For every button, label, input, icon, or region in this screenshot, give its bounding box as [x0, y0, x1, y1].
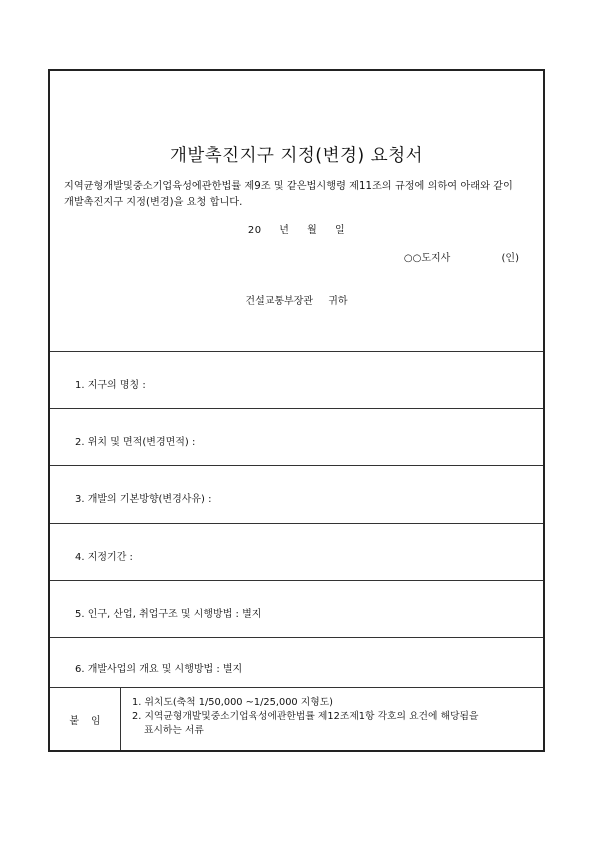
date-month-unit: 월 — [307, 225, 318, 236]
date-year-unit: 년 — [279, 225, 290, 236]
field-row-population — [50, 580, 543, 637]
recipient-line — [50, 292, 543, 307]
date-line — [50, 221, 543, 236]
signer-name: ○○도지사 — [403, 253, 451, 264]
field-row-direction — [50, 465, 543, 523]
field-label-name: 1. 지구의 명칭 : — [75, 380, 146, 391]
field-row-period — [50, 523, 543, 580]
attachments-heading-1: 붙 — [69, 715, 79, 727]
application-form — [48, 69, 545, 752]
field-label-project: 6. 개발사업의 개요 및 시행방법 : 별지 — [75, 664, 243, 675]
attachments-section — [50, 687, 543, 750]
attachments-list — [132, 696, 543, 738]
attachment-item-2-cont: 표시하는 서류 — [144, 725, 204, 736]
field-label-direction: 3. 개발의 기본방향(변경사유) : — [75, 494, 212, 505]
signer-line — [404, 249, 519, 264]
date-day-unit: 일 — [334, 225, 346, 236]
field-row-location — [50, 408, 543, 465]
attachment-item-2: 2. 지역균형개발및중소기업육성에관한법률 제12조제1항 각호의 요건에 해당됨을 — [132, 711, 479, 722]
field-label-location: 2. 위치 및 면적(변경면적) : — [75, 437, 196, 448]
attachments-heading-2: 임 — [91, 715, 101, 727]
field-label-period: 4. 지정기간 : — [75, 552, 133, 563]
date-year: 20 — [247, 225, 262, 236]
form-title: 개발촉진지구 지정(변경) 요청서 — [169, 146, 424, 166]
field-label-population: 5. 인구, 산업, 취업구조 및 시행방법 : 별지 — [75, 609, 262, 620]
field-row-project — [50, 637, 543, 687]
field-row-name — [50, 351, 543, 408]
recipient-honorific: 귀하 — [328, 296, 348, 307]
intro-text: 지역균형개발및중소기업육성에관한법률 제9조 및 같은법시행령 제11조의 규정에 의하여 아래와 같이 개발촉진지구 지정(변경)을 요청 합니다. — [64, 181, 513, 208]
recipient-name: 건설교통부장관 — [245, 296, 314, 307]
attachment-item-1: 1. 위치도(축척 1/50,000 ~1/25,000 지형도) — [132, 697, 333, 708]
seal-mark: (인) — [501, 253, 519, 264]
attachments-heading — [50, 688, 121, 750]
